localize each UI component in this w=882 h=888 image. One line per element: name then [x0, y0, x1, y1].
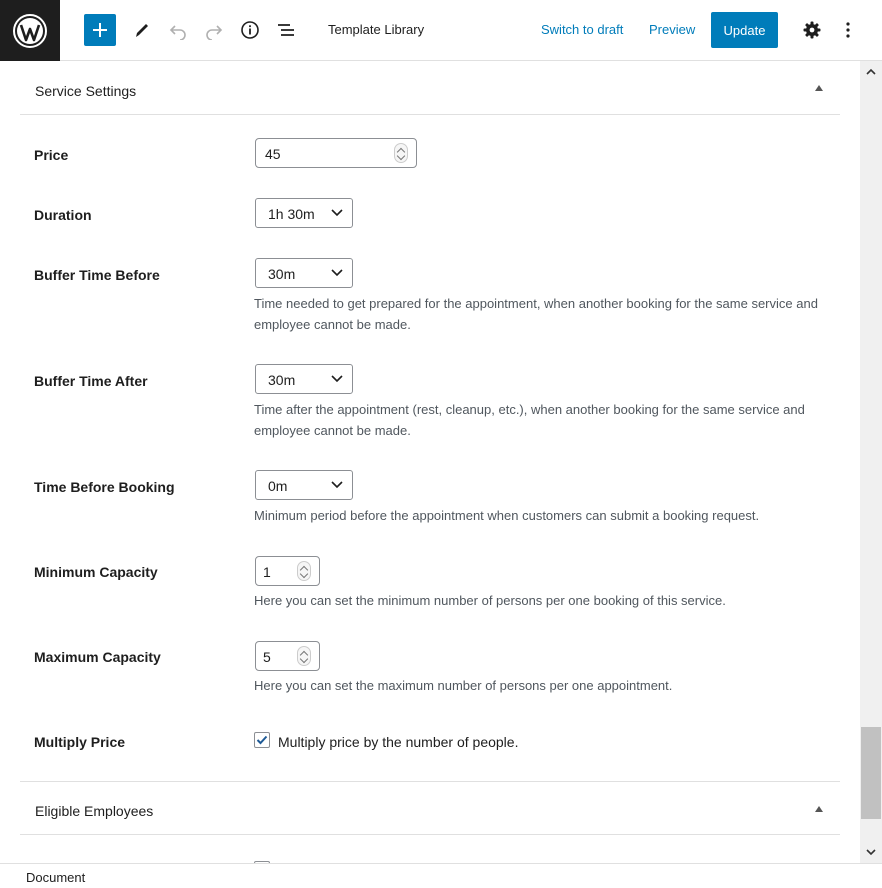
eligible-employees-panel-header[interactable]: [20, 781, 840, 835]
wordpress-logo-button[interactable]: [0, 0, 60, 61]
time-before-booking-value: 0m: [268, 478, 288, 494]
caret-up-icon: [815, 85, 823, 91]
vertical-scrollbar[interactable]: [860, 61, 882, 863]
buffer-time-after-label: Buffer Time After: [34, 373, 148, 389]
more-options-button[interactable]: [832, 14, 864, 46]
duration-label: Duration: [34, 207, 92, 223]
panel-title: Eligible Employees: [35, 803, 154, 819]
chevron-up-icon: [865, 67, 877, 77]
maximum-capacity-input[interactable]: [255, 641, 320, 671]
breadcrumb-document[interactable]: Document: [26, 870, 86, 885]
minimum-capacity-label: Minimum Capacity: [34, 564, 158, 580]
plus-icon: [92, 22, 108, 38]
price-spinner[interactable]: [394, 143, 408, 163]
maximum-capacity-label: Maximum Capacity: [34, 649, 161, 665]
details-button[interactable]: [234, 14, 266, 46]
time-before-booking-description: Minimum period before the appointment when customers can submit a booking request.: [254, 508, 760, 523]
chevron-down-icon: [865, 847, 877, 857]
gear-icon: [802, 20, 822, 40]
buffer-time-after-description: Time after the appointment (rest, cleanup, etc.), when another booking for the same service and employee cannot be made.: [254, 402, 805, 438]
document-title[interactable]: Template Library: [328, 22, 425, 37]
price-input[interactable]: [255, 138, 417, 168]
maximum-capacity-description: Here you can set the maximum number of persons per one appointment.: [254, 678, 673, 693]
update-button[interactable]: Update: [711, 12, 778, 48]
scroll-up-button[interactable]: [860, 63, 882, 81]
maximum-capacity-value: 5: [263, 649, 271, 665]
redo-button[interactable]: [198, 14, 230, 46]
multiply-price-label: Multiply Price: [34, 734, 126, 750]
buffer-time-before-select[interactable]: [255, 258, 353, 288]
buffer-time-after-select[interactable]: [255, 364, 353, 394]
preview-button[interactable]: Preview: [649, 22, 696, 37]
editor-content: [0, 61, 860, 863]
undo-button[interactable]: [162, 14, 194, 46]
minimum-capacity-description: Here you can set the minimum number of persons per one booking of this service.: [254, 593, 726, 608]
add-block-button[interactable]: [84, 14, 116, 46]
buffer-time-before-description: Time needed to get prepared for the appointment, when another booking for the same service and employee cannot be made.: [254, 296, 818, 332]
minimum-capacity-spinner[interactable]: [297, 561, 311, 581]
vertical-ellipsis-icon: [838, 20, 858, 40]
info-icon: [240, 20, 260, 40]
checkmark-icon: [255, 733, 269, 747]
multiply-price-checkbox[interactable]: [254, 732, 270, 748]
switch-to-draft-button[interactable]: Switch to draft: [541, 22, 624, 37]
scrollbar-thumb[interactable]: [861, 727, 881, 819]
pencil-icon: [132, 20, 152, 40]
chevron-down-icon: [330, 479, 344, 491]
maximum-capacity-spinner[interactable]: [297, 646, 311, 666]
redo-icon: [204, 20, 224, 40]
buffer-time-after-value: 30m: [268, 372, 296, 388]
chevron-down-icon: [330, 207, 344, 219]
settings-button[interactable]: [796, 14, 828, 46]
block-breadcrumb-bar: [0, 863, 882, 888]
minimum-capacity-value: 1: [263, 564, 271, 580]
buffer-time-before-label: Buffer Time Before: [34, 267, 160, 283]
buffer-time-before-value: 30m: [268, 266, 296, 282]
undo-icon: [168, 20, 188, 40]
tools-button[interactable]: [126, 14, 158, 46]
service-settings-panel-header[interactable]: [20, 61, 840, 115]
wordpress-icon: [12, 13, 48, 49]
panel-title: Service Settings: [35, 83, 137, 99]
multiply-price-checkbox-label[interactable]: Multiply price by the number of people.: [278, 734, 519, 750]
chevron-down-icon: [330, 267, 344, 279]
price-value: 45: [265, 146, 281, 162]
caret-up-icon: [815, 806, 823, 812]
editor-toolbar: [0, 0, 882, 61]
scroll-down-button[interactable]: [860, 843, 882, 861]
duration-value: 1h 30m: [268, 206, 315, 222]
list-view-icon: [276, 20, 296, 40]
chevron-down-icon: [330, 373, 344, 385]
duration-select[interactable]: [255, 198, 353, 228]
list-view-button[interactable]: [270, 14, 302, 46]
time-before-booking-label: Time Before Booking: [34, 479, 175, 495]
time-before-booking-select[interactable]: [255, 470, 353, 500]
price-label: Price: [34, 147, 69, 163]
minimum-capacity-input[interactable]: [255, 556, 320, 586]
